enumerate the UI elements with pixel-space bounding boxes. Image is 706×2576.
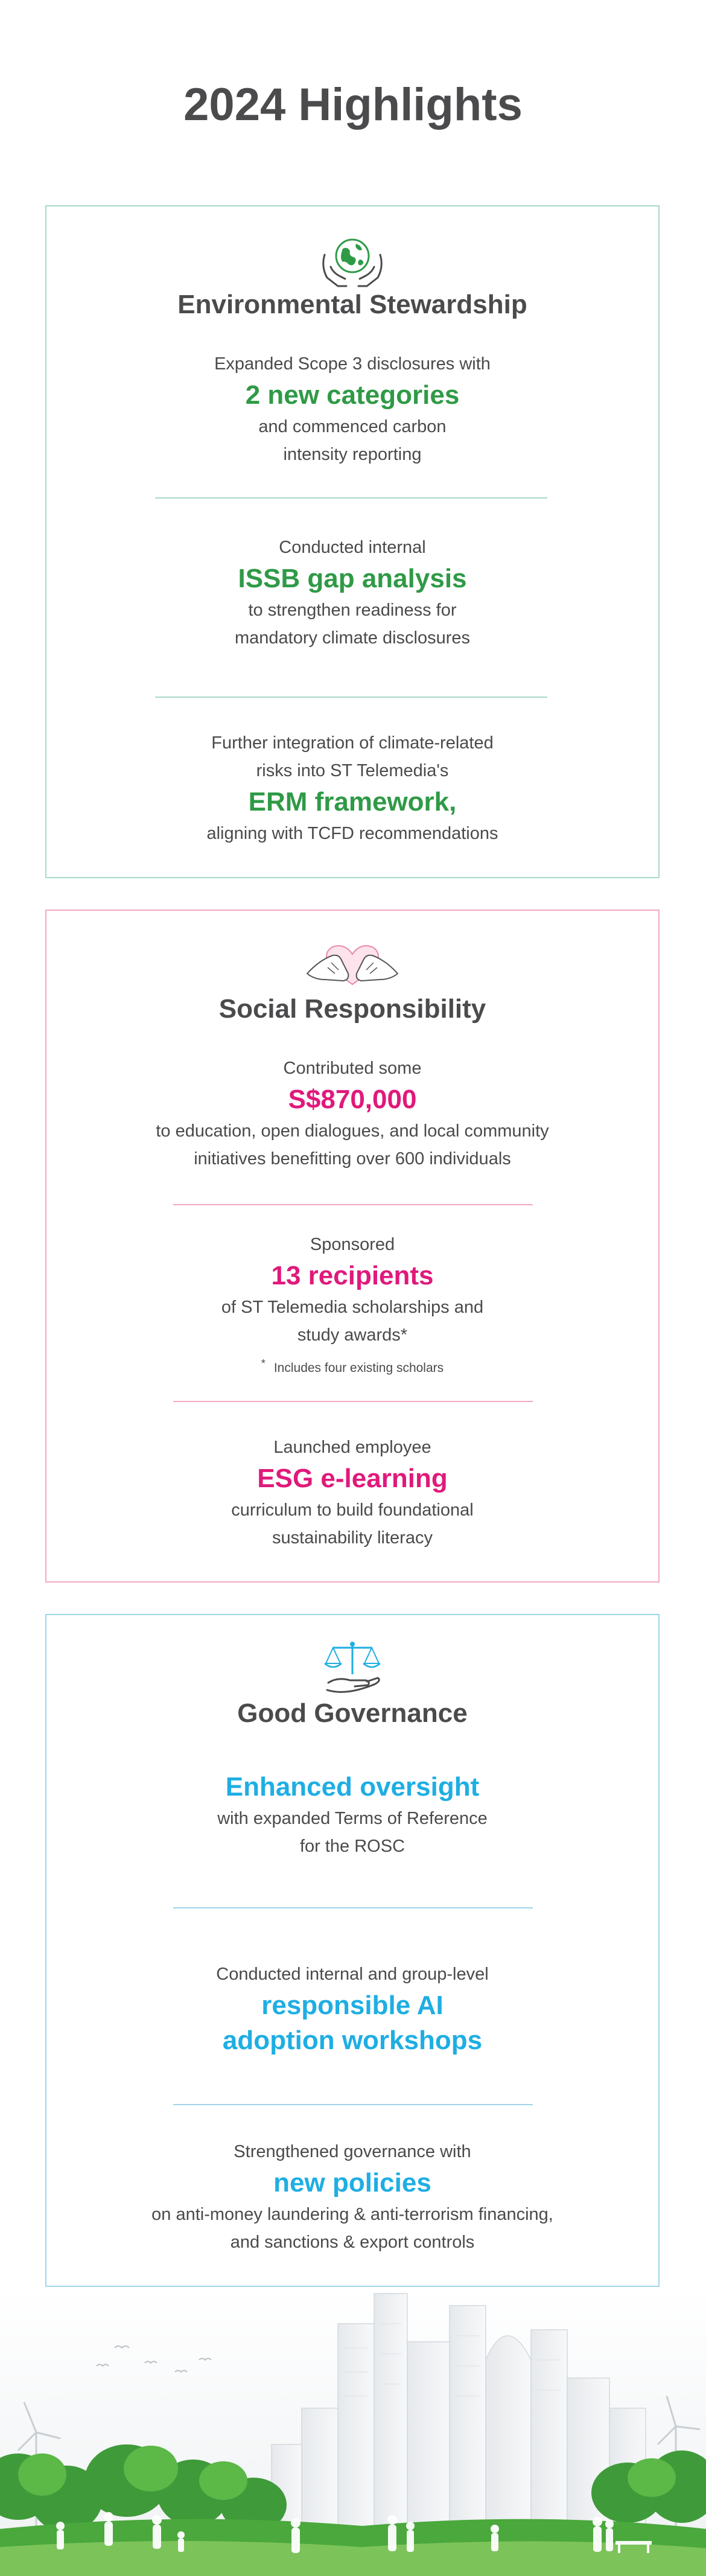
item-highlight: adoption workshops: [222, 2026, 483, 2055]
social-responsibility-card: [45, 910, 660, 1583]
item-text: intensity reporting: [283, 445, 422, 464]
item-text: to strengthen readiness for: [248, 601, 457, 620]
highlight-item-scope3: [46, 350, 658, 468]
environmental-stewardship-card: [45, 205, 660, 878]
section-heading: Good Governance: [237, 1698, 468, 1728]
item-text: Conducted internal: [279, 538, 426, 557]
item-highlight: ISSB gap analysis: [238, 564, 467, 593]
item-text: sustainability literacy: [272, 1528, 433, 1548]
section-divider: [155, 697, 547, 698]
item-text: on anti-money laundering & anti-terrorism financing,: [151, 2205, 553, 2224]
section-divider: [173, 1907, 533, 1908]
item-text: initiatives benefitting over 600 individuals: [194, 1149, 511, 1168]
item-highlight: 2 new categories: [245, 380, 460, 410]
item-highlight: S$870,000: [288, 1085, 417, 1114]
item-text: Sponsored: [310, 1235, 395, 1254]
item-text: to education, open dialogues, and local community: [156, 1121, 549, 1141]
item-text: Launched employee: [273, 1438, 431, 1457]
item-text: with expanded Terms of Reference: [217, 1809, 488, 1828]
globe-in-hands-icon: [316, 231, 389, 297]
item-highlight: responsible AI: [261, 1991, 444, 2020]
item-text: Conducted internal and group-level: [216, 1965, 489, 1984]
item-text: and commenced carbon: [258, 417, 447, 436]
highlight-item-contribution: [46, 1054, 658, 1173]
item-text: and sanctions & export controls: [230, 2233, 475, 2252]
section-divider: [173, 1204, 533, 1205]
highlight-item-ai-workshops: [46, 1960, 658, 2058]
highlight-item-oversight: [46, 1770, 658, 1860]
section-divider: [173, 1401, 533, 1402]
item-text: curriculum to build foundational: [231, 1500, 474, 1520]
section-heading: Environmental Stewardship: [177, 290, 527, 319]
item-highlight: Enhanced oversight: [225, 1772, 480, 1802]
item-highlight: ESG e-learning: [257, 1464, 448, 1493]
footnote: [46, 1357, 658, 1376]
page-title: 2024 Highlights: [183, 79, 523, 130]
item-text: Expanded Scope 3 disclosures with: [214, 354, 491, 374]
footnote-text: Includes four existing scholars: [273, 1361, 444, 1375]
highlight-item-esg-elearning: [46, 1433, 658, 1552]
section-heading: Social Responsibility: [218, 994, 486, 1024]
highlight-item-issb: [46, 534, 658, 652]
good-governance-card: [45, 1614, 660, 2287]
footnote-mark: *: [261, 1357, 266, 1369]
item-text: of ST Telemedia scholarships and: [221, 1298, 484, 1317]
item-text: risks into ST Telemedia's: [256, 761, 449, 780]
heart-hands-icon: [301, 942, 404, 990]
item-text: aligning with TCFD recommendations: [206, 824, 498, 843]
highlight-item-erm: [46, 729, 658, 847]
city-park-skyline-illustration: [0, 2287, 706, 2576]
section-divider: [155, 497, 547, 499]
item-highlight: new policies: [273, 2168, 431, 2198]
item-text: mandatory climate disclosures: [234, 628, 471, 648]
highlight-item-scholarships: [46, 1231, 658, 1376]
highlight-item-policies: [46, 2138, 658, 2256]
item-text: for the ROSC: [299, 1837, 405, 1856]
item-text: Contributed some: [283, 1059, 422, 1078]
scales-in-hand-icon: [316, 1638, 389, 1698]
item-highlight: 13 recipients: [271, 1261, 434, 1290]
item-highlight: ERM framework,: [248, 787, 457, 817]
item-text: Further integration of climate-related: [211, 733, 494, 753]
section-divider: [173, 2104, 533, 2105]
item-text: study awards*: [297, 1325, 408, 1345]
item-text: Strengthened governance with: [234, 2142, 471, 2161]
